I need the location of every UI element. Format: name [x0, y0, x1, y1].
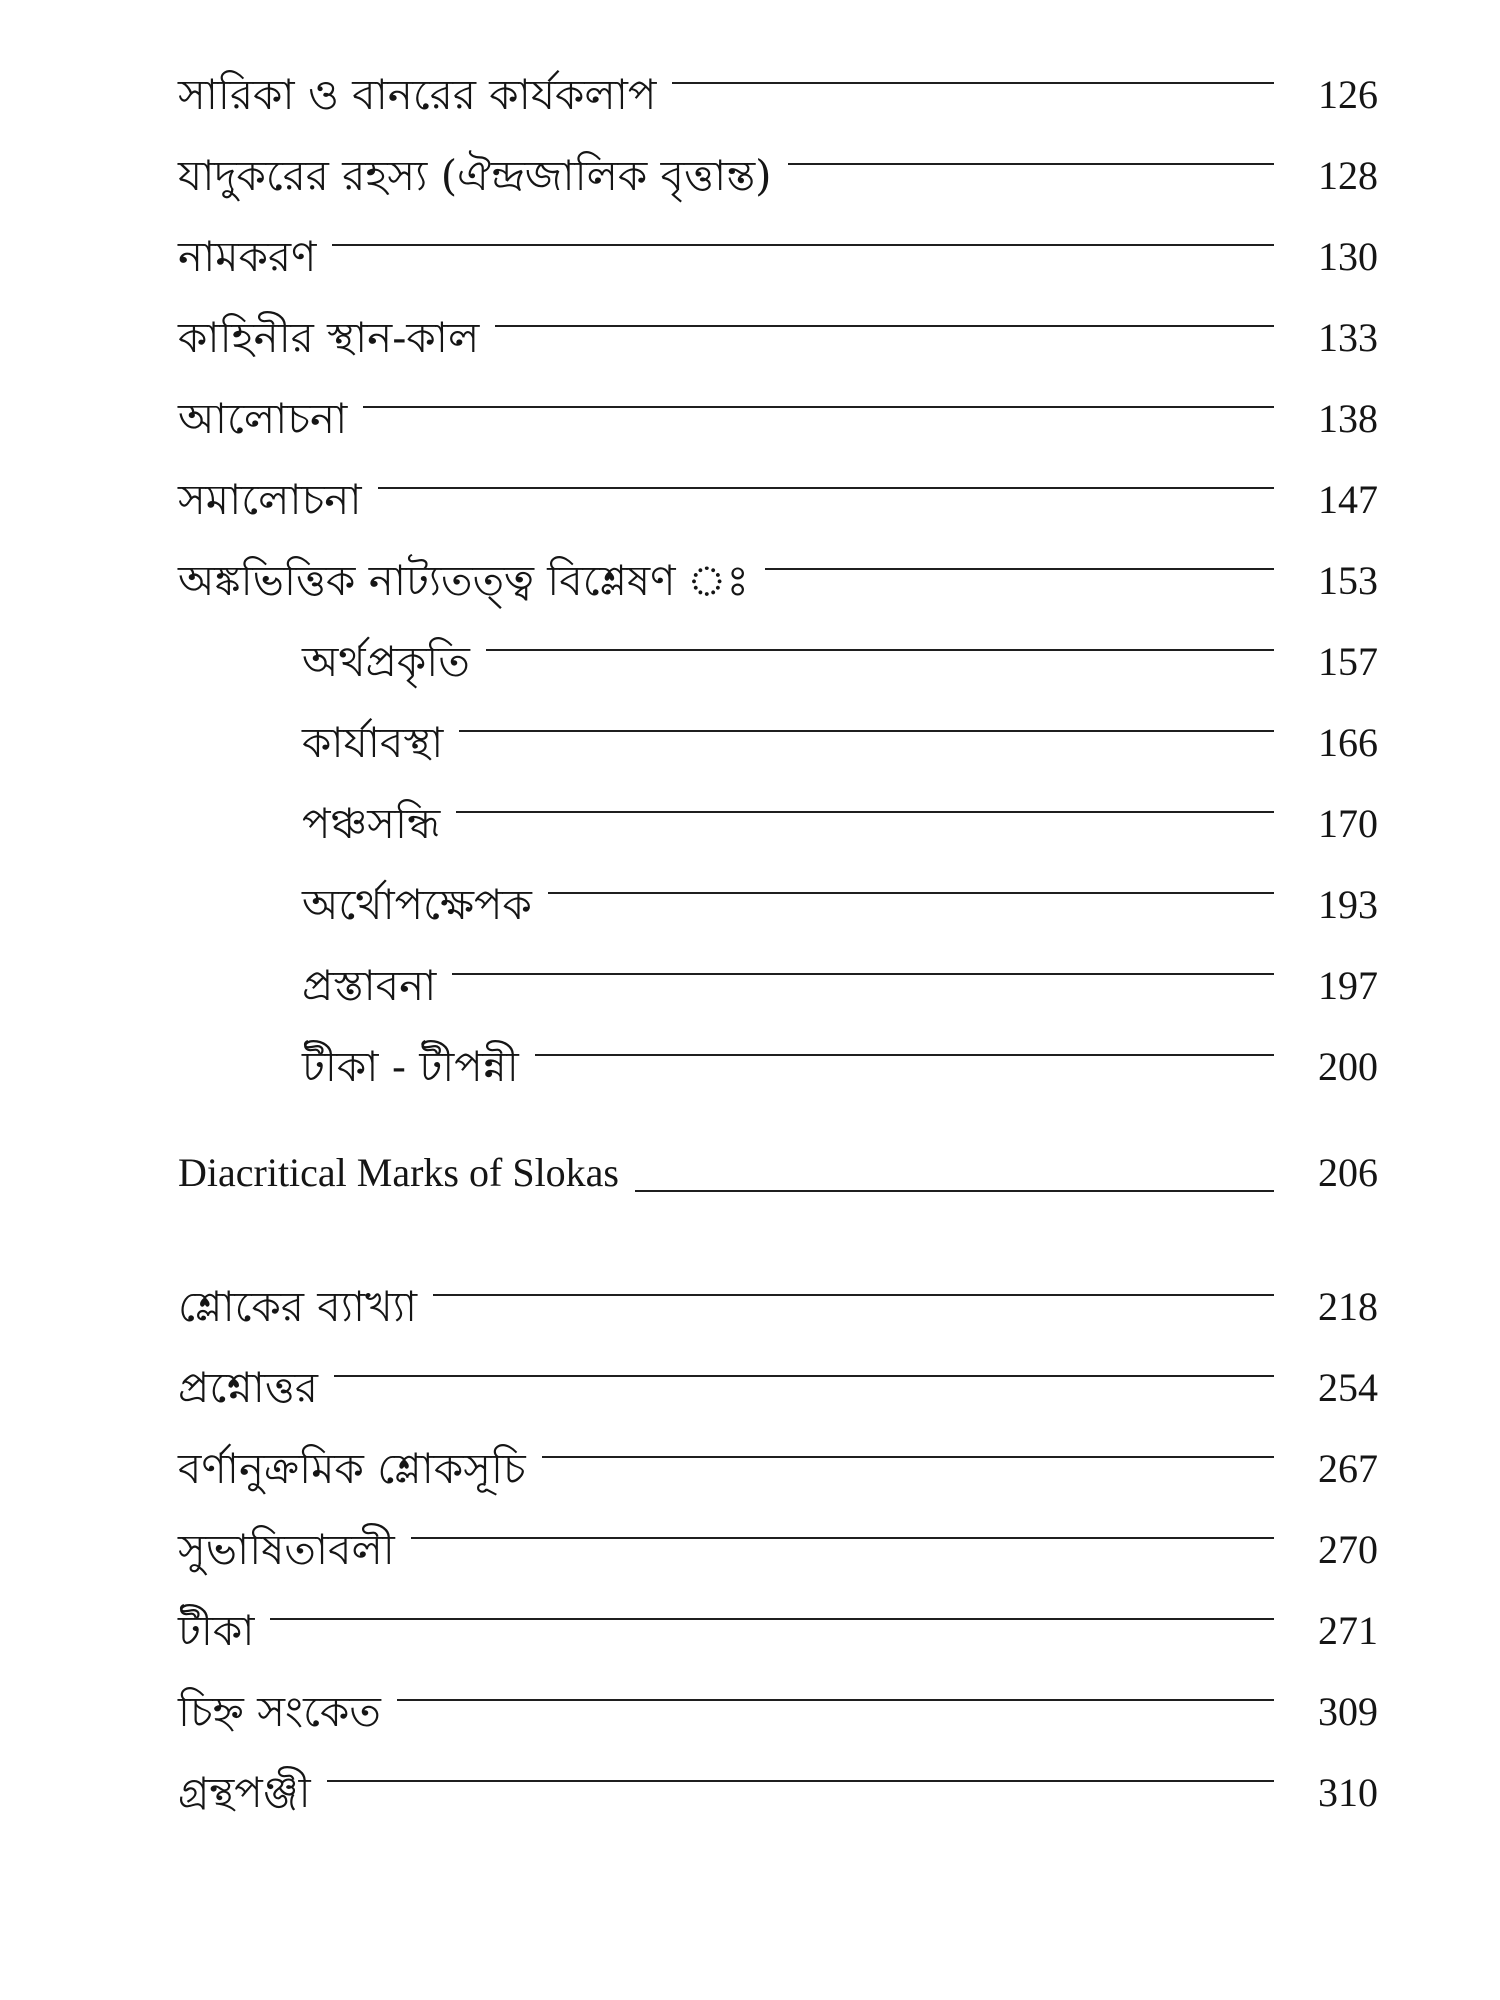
toc-entry-page: 218: [1318, 1284, 1378, 1329]
toc-leader-line: [788, 163, 1274, 165]
toc-entry-title: নামকরণ: [178, 232, 317, 281]
toc-leader-line: [452, 973, 1274, 975]
toc-entry-title: সমালোচনা: [178, 475, 362, 524]
toc-entry-page: 166: [1318, 720, 1378, 765]
toc-entry-title: চিহ্ন সংকেত: [178, 1687, 381, 1736]
toc-entry-title: গ্রন্থপঞ্জী: [178, 1768, 311, 1817]
toc-entry-title: কাহিনীর স্থান-কাল: [178, 313, 480, 362]
toc-leader-line: [459, 730, 1274, 732]
toc-entry: [178, 1357, 1378, 1419]
toc-entry-title: সারিকা ও বানরের কার্যকলাপ: [178, 70, 657, 119]
toc-entry-title: শ্লোকের ব্যাখ্যা: [178, 1282, 418, 1331]
toc-entry-title: বর্ণানুক্রমিক শ্লোকসূচি: [178, 1444, 526, 1493]
toc-entry: [178, 1600, 1378, 1662]
toc-entry: [178, 226, 1378, 288]
toc-entry-title: সুভাষিতাবলী: [178, 1525, 395, 1574]
toc-subentry: [302, 1036, 1378, 1098]
toc-entry-title: টীকা - টীপন্নী: [302, 1042, 519, 1091]
toc-entry-page: 254: [1318, 1365, 1378, 1410]
toc-leader-line: [327, 1780, 1274, 1782]
toc-entry-page: 200: [1318, 1044, 1378, 1089]
toc-entry: [178, 64, 1378, 126]
toc-entry-page: 170: [1318, 801, 1378, 846]
toc-entry: [178, 550, 1378, 612]
toc-entry-page: 197: [1318, 963, 1378, 1008]
toc-entry-title: প্রশ্নোত্তর: [178, 1363, 318, 1412]
toc-leader-line: [363, 406, 1274, 408]
toc-entry: [178, 1142, 1378, 1204]
toc-leader-line: [548, 892, 1274, 894]
toc-leader-line: [378, 487, 1274, 489]
toc-entry: [178, 388, 1378, 450]
toc-subentry: [302, 793, 1378, 855]
toc-entry-page: 309: [1318, 1689, 1378, 1734]
toc-leader-line: [270, 1618, 1274, 1620]
toc-entry-page: 130: [1318, 234, 1378, 279]
toc-leader-line: [672, 82, 1274, 84]
toc-entry-page: 271: [1318, 1608, 1378, 1653]
toc-entry: [178, 1762, 1378, 1824]
toc-subentry: [302, 631, 1378, 693]
toc-entry-title: প্রস্তাবনা: [302, 961, 437, 1010]
toc-leader-line: [456, 811, 1274, 813]
toc-entry-page: 138: [1318, 396, 1378, 441]
toc-subentry: [302, 712, 1378, 774]
toc-leader-line: [397, 1699, 1274, 1701]
toc-leader-line: [332, 244, 1274, 246]
toc-leader-line: [411, 1537, 1274, 1539]
toc-subentry: [302, 874, 1378, 936]
toc-entry-title: Diacritical Marks of Slokas: [178, 1150, 619, 1195]
toc-entry-page: 157: [1318, 639, 1378, 684]
toc-entry-title: টীকা: [178, 1606, 255, 1655]
toc-entry-page: 147: [1318, 477, 1378, 522]
toc-entry-title: আলোচনা: [178, 394, 348, 443]
toc-entry-page: 206: [1318, 1150, 1378, 1195]
toc-entry-title: যাদুকরের রহস্য (ঐন্দ্রজালিক বৃত্তান্ত): [178, 151, 772, 200]
toc-entry-title: অঙ্কভিত্তিক নাট্যতত্ত্ব বিশ্লেষণ ঃ: [178, 556, 749, 605]
toc-entry: [178, 307, 1378, 369]
toc-entry: [178, 145, 1378, 207]
toc-entry-page: 126: [1318, 72, 1378, 117]
toc-entry-title: অর্থপ্রকৃতি: [302, 637, 470, 686]
toc-leader-line: [765, 568, 1274, 570]
toc-leader-line: [486, 649, 1274, 651]
toc-entry-page: 128: [1318, 153, 1378, 198]
toc-entry: [178, 1438, 1378, 1500]
toc-entry-page: 193: [1318, 882, 1378, 927]
toc-leader-line: [535, 1054, 1274, 1056]
toc-entry-page: 133: [1318, 315, 1378, 360]
toc-leader-line: [635, 1190, 1274, 1192]
toc-entry-page: 267: [1318, 1446, 1378, 1491]
toc-leader-line: [334, 1375, 1274, 1377]
toc-entry: [178, 469, 1378, 531]
toc-subentry: [302, 955, 1378, 1017]
toc-entry: [178, 1681, 1378, 1743]
toc-entry-page: 153: [1318, 558, 1378, 603]
toc-leader-line: [542, 1456, 1274, 1458]
toc-entry-title: কার্যাবস্থা: [302, 718, 444, 767]
toc-entry-title: অর্থোপক্ষেপক: [302, 880, 532, 929]
toc-entry-page: 270: [1318, 1527, 1378, 1572]
toc-entry-title: পঞ্চসন্ধি: [302, 799, 441, 848]
toc-leader-line: [495, 325, 1274, 327]
toc-entry: [178, 1519, 1378, 1581]
toc-leader-line: [433, 1294, 1274, 1296]
toc-entry-page: 310: [1318, 1770, 1378, 1815]
toc-entry: [178, 1276, 1378, 1338]
